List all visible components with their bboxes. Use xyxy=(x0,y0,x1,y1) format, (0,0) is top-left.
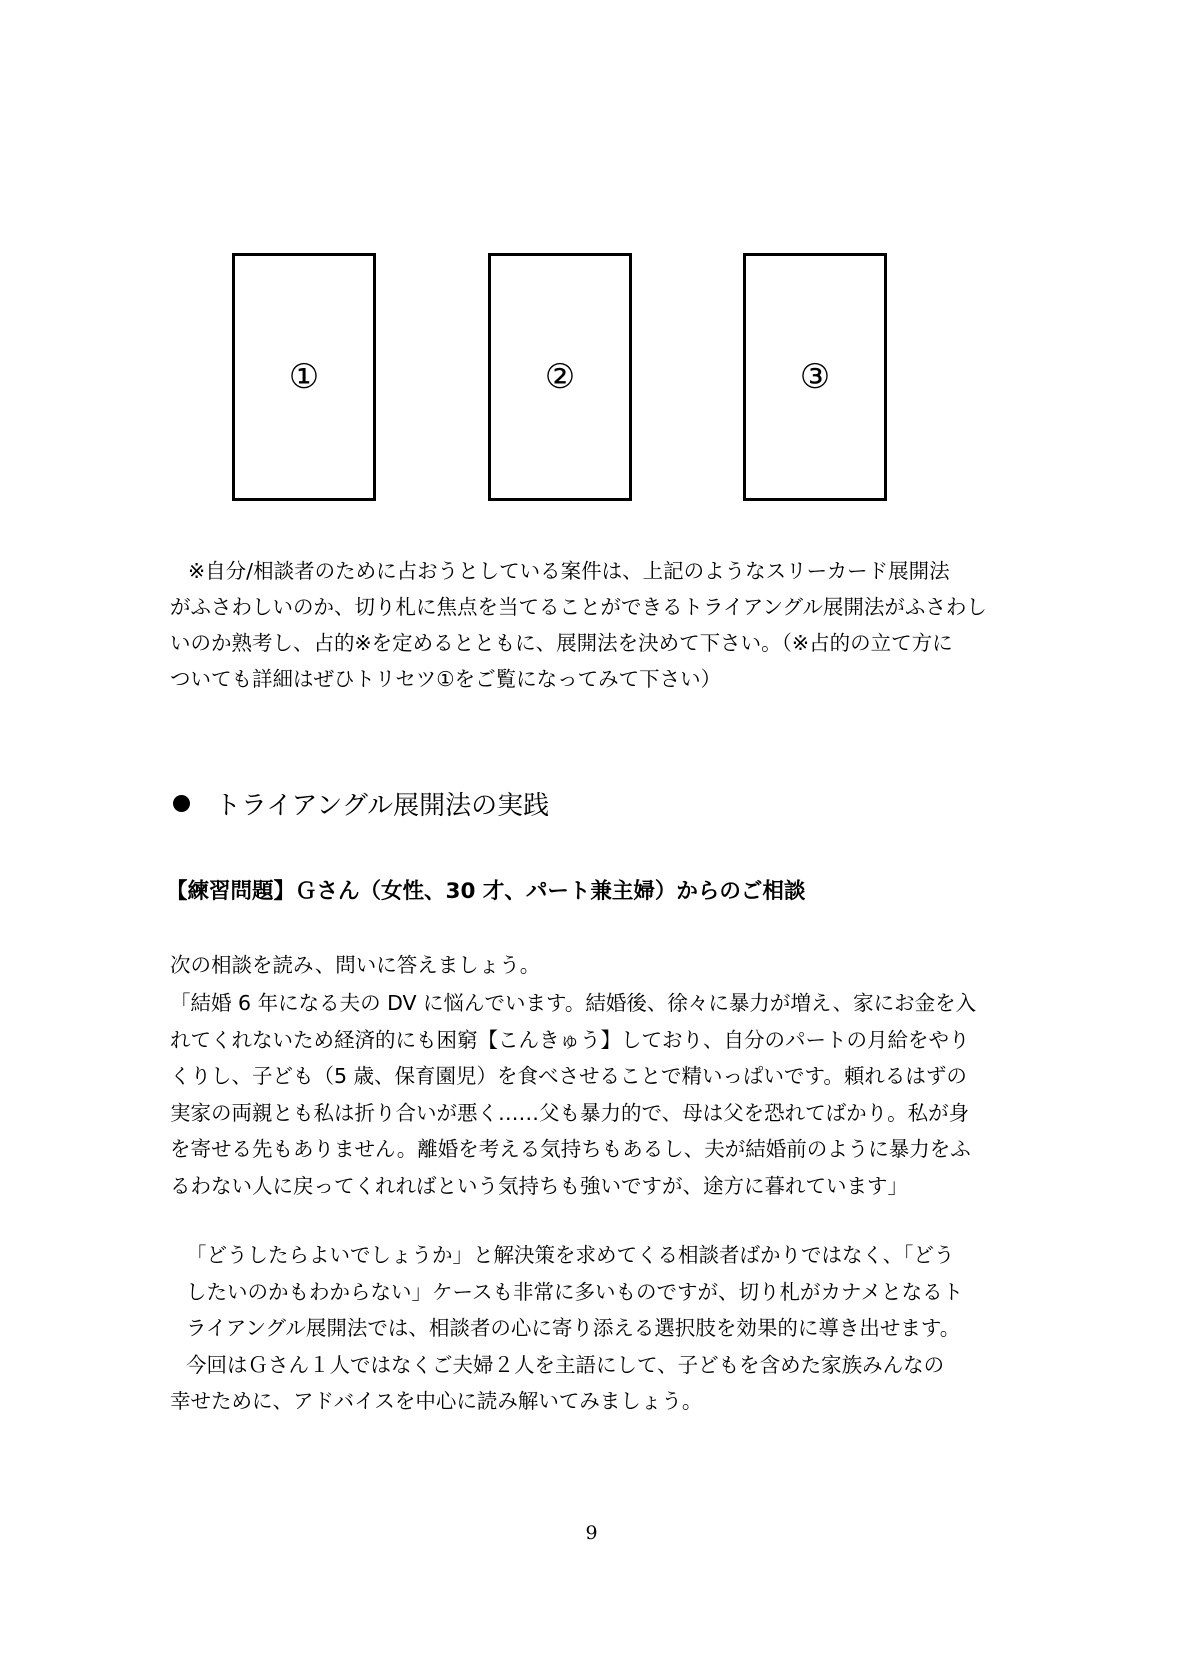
commentary-line: 幸せために、アドバイスを中心に読み解いてみましょう。 xyxy=(170,1389,703,1413)
card-position-label: ① xyxy=(288,357,320,397)
note-line: ついても詳細はぜひトリセツ①をご覧になってみて下さい） xyxy=(170,667,722,691)
quote-line: を寄せる先もありません。離婚を考える気持ちもあるし、夫が結婚前のように暴力をふ xyxy=(170,1137,971,1161)
commentary-paragraph xyxy=(170,1237,1020,1420)
card-position-label: ② xyxy=(544,357,576,397)
quote-line: 「結婚 6 年になる夫の DV に悩んでいます。結婚後、徐々に暴力が増え、家にお金を入 xyxy=(170,991,977,1015)
quote-line: くりし、子ども（5 歳、保育園児）を食べさせることで精いっぱいです。頼れるはずの xyxy=(170,1064,967,1088)
page-number: 9 xyxy=(585,1522,598,1544)
note-line: がふさわしいのか、切り札に焦点を当てることができるトライアングル展開法がふさわし xyxy=(170,595,987,619)
card-position-label: ③ xyxy=(799,357,831,397)
commentary-line: ライアングル展開法では、相談者の心に寄り添える選択肢を効果的に導き出せます。 xyxy=(186,1316,961,1340)
card-slot-3 xyxy=(743,253,887,501)
section-heading xyxy=(170,781,549,825)
quote-line: るわない人に戻ってくれればという気持ちも強いですが、途方に暮れています」 xyxy=(170,1173,908,1198)
exercise-title: 【練習問題】Ｇさん（女性、30 才、パート兼主婦）からのご相談 xyxy=(166,879,806,904)
consultation-quote xyxy=(170,985,1020,1204)
note-paragraph xyxy=(170,553,1020,697)
exercise-intro: 次の相談を読み、問いに答えましょう。 xyxy=(170,953,541,977)
commentary-line: 今回はＧさん１人ではなくご夫婦２人を主語にして、子どもを含めた家族みんなの xyxy=(186,1352,945,1377)
note-line: いのか熟考し、占的※を定めるとともに、展開法を決めて下さい。（※占的の立て方に xyxy=(170,631,953,655)
section-heading-text: トライアングル展開法の実践 xyxy=(215,790,550,821)
card-slot-1 xyxy=(232,253,376,501)
note-line: ※自分/相談者のために占おうとしている案件は、上記のようなスリーカード展開法 xyxy=(188,559,950,583)
commentary-line: 「どうしたらよいでしょうか」と解決策を求めてくる相談者ばかりではなく、「どう xyxy=(186,1243,955,1267)
commentary-line: したいのかもわからない」ケースも非常に多いものですが、切り札がカナメとなるト xyxy=(186,1279,964,1304)
card-slot-2 xyxy=(488,253,632,501)
bullet-icon xyxy=(173,795,190,812)
quote-line: 実家の両親とも私は折り合いが悪く……父も暴力的で、母は父を恐れてばかり。私が身 xyxy=(170,1100,970,1125)
quote-line: れてくれないため経済的にも困窮【こんきゅう】しており、自分のパートの月給をやり xyxy=(170,1027,970,1052)
